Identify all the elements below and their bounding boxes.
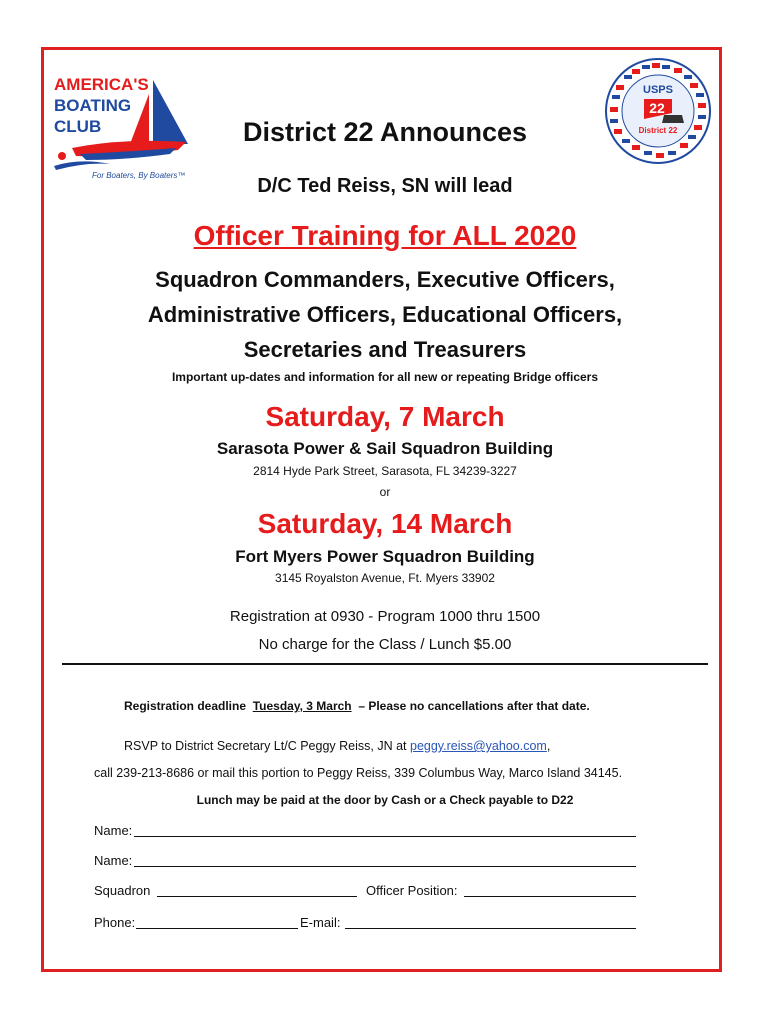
logo-tagline: For Boaters, By Boaters™ xyxy=(92,171,186,180)
squadron-field[interactable] xyxy=(157,896,357,897)
seal-number: 22 xyxy=(649,100,665,116)
deadline-prefix: Registration deadline xyxy=(124,699,247,713)
rsvp-comma: , xyxy=(546,739,551,753)
name1-label: Name: xyxy=(94,823,133,838)
session2-venue: Fort Myers Power Squadron Building xyxy=(235,547,535,566)
session1-venue: Sarasota Power & Sail Squadron Building xyxy=(216,439,554,458)
rsvp-text: RSVP to District Secretary Lt/C Peggy Reiss, JN at xyxy=(124,739,407,753)
seal-bottom: District 22 xyxy=(638,126,678,135)
or-text: or xyxy=(379,485,391,499)
lunch-note: Lunch may be paid at the door by Cash or a Check payable to D22 xyxy=(196,793,574,807)
lead-line: D/C Ted Reiss, SN will lead xyxy=(257,175,513,197)
session1-date: Saturday, 7 March xyxy=(265,401,505,432)
phone-label: Phone: xyxy=(94,915,136,930)
divider-line xyxy=(62,663,708,665)
rsvp-line xyxy=(124,739,550,753)
logo-line1: AMERICA'S xyxy=(54,75,149,94)
email-field[interactable] xyxy=(345,928,636,929)
email-label: E-mail: xyxy=(300,915,341,930)
deadline-suffix: – Please no cancellations after that date. xyxy=(358,699,590,713)
schedule-line1: Registration at 0930 - Program 1000 thru 1500 xyxy=(229,608,541,625)
district-announces-heading: District 22 Announces xyxy=(242,117,528,147)
schedule-line2: No charge for the Class / Lunch $5.00 xyxy=(258,636,512,653)
logo-line2: BOATING xyxy=(54,96,132,115)
name1-field[interactable] xyxy=(134,836,636,837)
session2-date: Saturday, 14 March xyxy=(257,508,513,539)
deadline-line xyxy=(124,699,590,713)
audience-line3: Secretaries and Treasurers xyxy=(243,337,527,362)
rsvp-line2: call 239-213-8686 or mail this portion to Peggy Reiss, 339 Columbus Way, Marco Island 34145. xyxy=(94,766,623,780)
seal-top: USPS xyxy=(643,84,673,96)
audience-line2: Administrative Officers, Educational Officers, xyxy=(147,302,623,327)
audience-note: Important up-dates and information for all new or repeating Bridge officers xyxy=(171,370,599,384)
phone-field[interactable] xyxy=(136,928,298,929)
training-title-text: Officer Training for ALL 2020 xyxy=(193,220,577,251)
training-title xyxy=(0,220,770,252)
audience-line1: Squadron Commanders, Executive Officers, xyxy=(155,267,615,292)
officer-position-label: Officer Position: xyxy=(366,883,458,898)
deadline-date: Tuesday, 3 March xyxy=(252,699,352,713)
name2-field[interactable] xyxy=(134,866,636,867)
logo-line3: CLUB xyxy=(54,117,102,136)
session2-address: 3145 Royalston Avenue, Ft. Myers 33902 xyxy=(275,571,495,585)
name2-label: Name: xyxy=(94,853,133,868)
usps-district-22-seal xyxy=(604,57,712,165)
officer-position-field[interactable] xyxy=(464,896,636,897)
session1-address: 2814 Hyde Park Street, Sarasota, FL 34239-3227 xyxy=(253,464,517,478)
squadron-label: Squadron xyxy=(94,883,151,898)
rsvp-email-link[interactable]: peggy.reiss@yahoo.com xyxy=(410,739,547,753)
